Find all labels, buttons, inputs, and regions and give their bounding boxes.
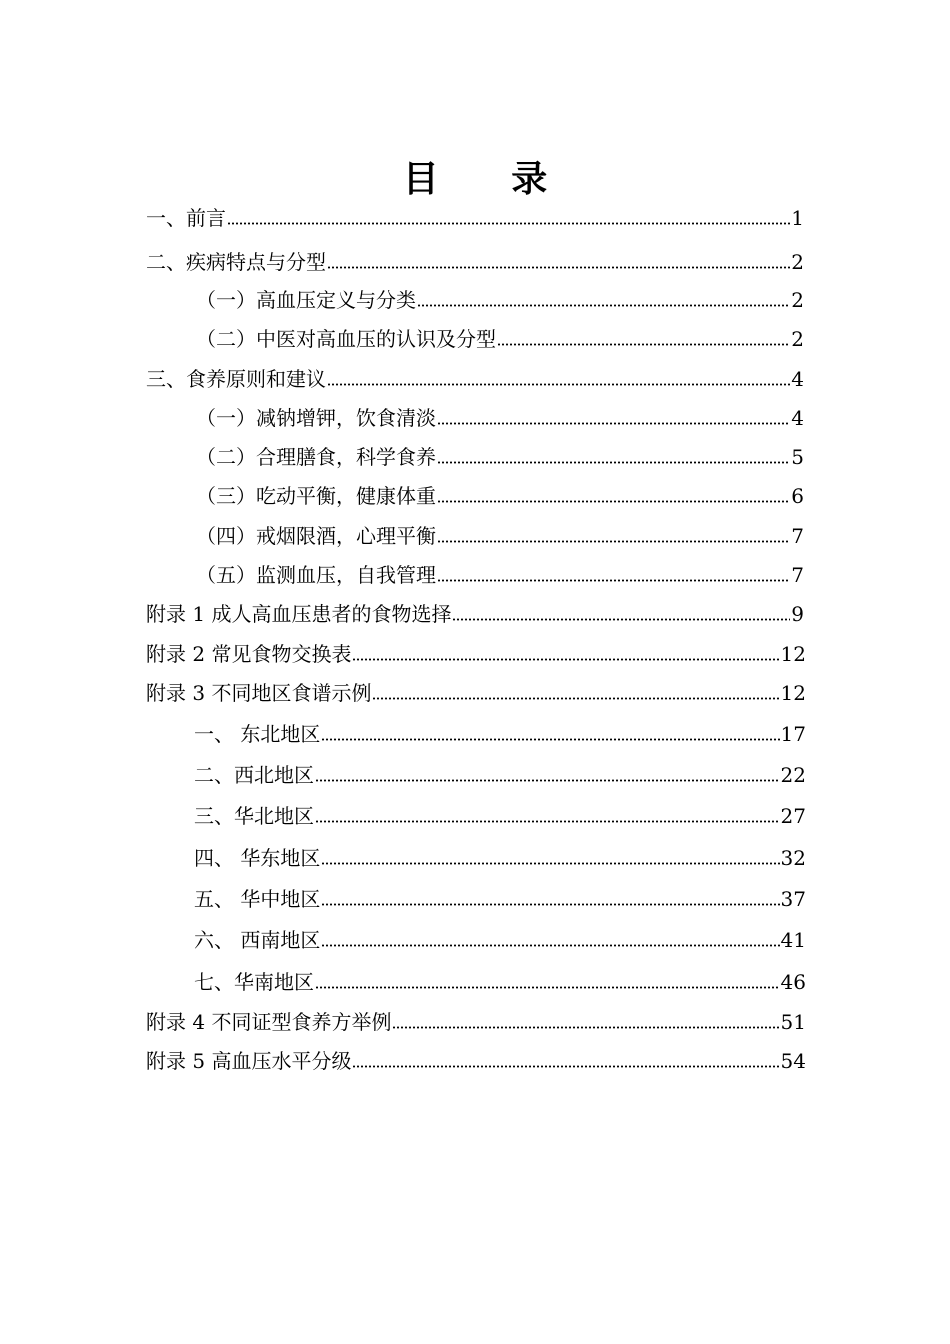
dot-leader — [327, 383, 790, 386]
toc-entry-hypertension-definition[interactable] — [196, 286, 804, 314]
toc-entry-dietary-principles[interactable] — [146, 365, 804, 393]
toc-entry-page-number: 12 — [780, 642, 806, 666]
dot-leader — [352, 658, 779, 661]
dot-leader — [437, 579, 790, 582]
toc-entry-page-number: 4 — [791, 367, 804, 391]
toc-entry-page-number: 7 — [791, 563, 804, 587]
toc-entry-central-china[interactable] — [194, 885, 806, 913]
toc-entry-reduce-sodium[interactable] — [196, 404, 804, 432]
toc-entry-label: 五、 华中地区 — [194, 887, 321, 911]
toc-entry-page-number: 5 — [791, 445, 804, 469]
toc-entry-page-number: 2 — [791, 288, 804, 312]
toc-entry-label: 一、 东北地区 — [194, 722, 321, 746]
dot-leader — [227, 222, 790, 225]
toc-entry-label: 附录 5 高血压水平分级 — [146, 1049, 352, 1073]
toc-entry-page-number: 6 — [791, 484, 804, 508]
toc-entry-page-number: 54 — [780, 1049, 806, 1073]
toc-entry-page-number: 4 — [791, 406, 804, 430]
toc-entry-appendix-1[interactable] — [146, 600, 804, 628]
toc-entry-southwest[interactable] — [194, 926, 806, 954]
toc-entry-label: （五）监测血压，自我管理 — [196, 563, 436, 587]
toc-entry-page-number: 17 — [780, 722, 806, 746]
dot-leader — [321, 738, 779, 741]
toc-entry-page-number: 37 — [780, 887, 806, 911]
toc-entry-label: （二）中医对高血压的认识及分型 — [196, 327, 496, 351]
dot-leader — [352, 1065, 779, 1068]
dot-leader — [321, 862, 779, 865]
toc-entry-page-number: 1 — [791, 206, 804, 230]
toc-entry-label: 二、西北地区 — [194, 763, 314, 787]
toc-entry-page-number: 41 — [780, 928, 806, 952]
toc-entry-quit-smoking[interactable] — [196, 522, 804, 550]
dot-leader — [497, 343, 790, 346]
toc-entry-page-number: 27 — [780, 804, 806, 828]
toc-entry-label: 三、华北地区 — [194, 804, 314, 828]
toc-entry-label: （一）减钠增钾，饮食清淡 — [196, 406, 436, 430]
toc-entry-tcm-classification[interactable] — [196, 325, 804, 353]
toc-entry-label: 四、 华东地区 — [194, 846, 321, 870]
toc-entry-label: 附录 4 不同证型食养方举例 — [146, 1010, 392, 1034]
toc-entry-preface[interactable] — [146, 204, 804, 232]
toc-entry-page-number: 2 — [791, 250, 804, 274]
toc-entry-page-number: 51 — [780, 1010, 806, 1034]
toc-entry-page-number: 22 — [780, 763, 806, 787]
toc-entry-label: （二）合理膳食，科学食养 — [196, 445, 436, 469]
dot-leader — [315, 986, 780, 989]
toc-entry-disease-features[interactable] — [146, 248, 804, 276]
toc-entry-label: 附录 3 不同地区食谱示例 — [146, 681, 372, 705]
dot-leader — [315, 779, 780, 782]
dot-leader — [315, 820, 780, 823]
toc-entry-northeast[interactable] — [194, 720, 806, 748]
toc-entry-appendix-5[interactable] — [146, 1047, 806, 1075]
toc-entry-appendix-3[interactable] — [146, 679, 806, 707]
toc-entry-appendix-2[interactable] — [146, 640, 806, 668]
dot-leader — [437, 500, 790, 503]
toc-entry-appendix-4[interactable] — [146, 1008, 806, 1036]
toc-entry-page-number: 46 — [780, 970, 806, 994]
toc-entry-healthy-weight[interactable] — [196, 482, 804, 510]
toc-entry-page-number: 7 — [791, 524, 804, 548]
toc-entry-label: 附录 1 成人高血压患者的食物选择 — [146, 602, 452, 626]
toc-entry-page-number: 12 — [780, 681, 806, 705]
toc-entry-page-number: 2 — [791, 327, 804, 351]
toc-entry-page-number: 9 — [791, 602, 804, 626]
dot-leader — [437, 422, 790, 425]
toc-entry-label: 附录 2 常见食物交换表 — [146, 642, 352, 666]
toc-entry-label: 二、疾病特点与分型 — [146, 250, 326, 274]
toc-entry-page-number: 32 — [780, 846, 806, 870]
dot-leader — [437, 461, 790, 464]
dot-leader — [417, 304, 790, 307]
toc-entry-label: （一）高血压定义与分类 — [196, 288, 416, 312]
toc-entry-south-china[interactable] — [194, 968, 806, 996]
dot-leader — [452, 618, 790, 621]
toc-entry-label: （四）戒烟限酒，心理平衡 — [196, 524, 436, 548]
dot-leader — [321, 944, 779, 947]
toc-entry-monitor-bp[interactable] — [196, 561, 804, 589]
dot-leader — [327, 266, 790, 269]
page-title: 目 录 — [402, 159, 578, 200]
toc-entry-label: 一、前言 — [146, 206, 226, 230]
toc-entry-label: （三）吃动平衡，健康体重 — [196, 484, 436, 508]
toc-entry-label: 三、食养原则和建议 — [146, 367, 326, 391]
toc-entry-northwest[interactable] — [194, 761, 806, 789]
dot-leader — [437, 540, 790, 543]
toc-entry-east-china[interactable] — [194, 844, 806, 872]
toc-entry-balanced-diet[interactable] — [196, 443, 804, 471]
toc-entry-north-china[interactable] — [194, 802, 806, 830]
dot-leader — [372, 697, 779, 700]
toc-entry-label: 六、 西南地区 — [194, 928, 321, 952]
dot-leader — [392, 1026, 779, 1029]
dot-leader — [321, 903, 779, 906]
toc-entry-label: 七、华南地区 — [194, 970, 314, 994]
